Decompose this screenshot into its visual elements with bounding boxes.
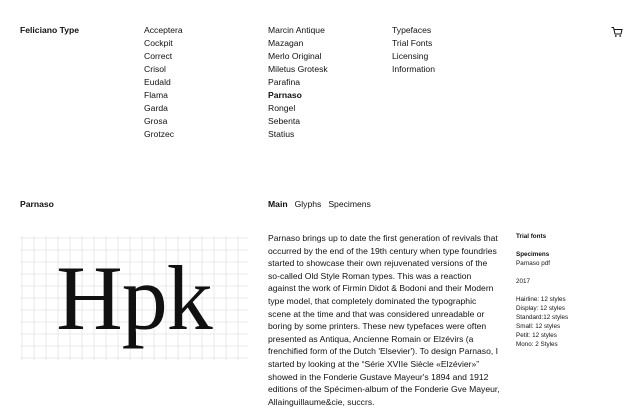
trial-fonts-link[interactable]: Trial fonts <box>516 233 547 240</box>
specimens-heading: Specimens <box>516 251 550 258</box>
nav-item-crisol[interactable]: Crisol <box>144 64 166 74</box>
nav-item-parnaso[interactable]: Parnaso <box>268 90 302 100</box>
nav-item-acceptera[interactable]: Acceptera <box>144 25 183 35</box>
nav-item-grotzec[interactable]: Grotzec <box>144 129 175 139</box>
style-count-mono: Mono: 2 Styles <box>516 341 558 348</box>
menu-typefaces[interactable]: Typefaces <box>392 25 432 35</box>
nav-item-rongel[interactable]: Rongel <box>268 103 296 113</box>
nav-item-eudald[interactable]: Eudald <box>144 77 171 87</box>
nav-item-parafina[interactable]: Parafina <box>268 77 301 87</box>
typeface-list-1 <box>144 24 183 141</box>
section-title: Parnaso <box>20 199 54 209</box>
typeface-description: Parnaso brings up to date the first generation of revivals that occurred by the end of the 19th century when type foundries started to showcase their own rejuvenated versions of the so-called Old Style Roman types. This was a reaction against the work of Firmin Didot & Bodoni and their Modern type model, that completely dominated the typographic scene at the time and that was considered unreadable or boring by some printers. These new typefaces were often presented as Antiqua, Ancienne Romain or Elzévirs (a frenchified form of the Dutch 'Elsevier'). To design Parnaso, I started by looking at the “Série XVIIe Siècle «Elzévier»” showed in the Fonderie Gustave Mayeur's 1894 and 1912 editions of the Spécimen-album of the Fonderie Gve Mayeur, Allainguillaume&cie, succrs. <box>268 233 500 407</box>
specimen-glyphs-text: Hpk <box>56 247 212 349</box>
tab-main[interactable]: Main <box>268 199 288 209</box>
nav-item-flama[interactable]: Flama <box>144 90 168 100</box>
nav-item-statius[interactable]: Statius <box>268 129 295 139</box>
release-year: 2017 <box>516 278 531 285</box>
menu-information[interactable]: Information <box>392 64 435 74</box>
specimen-pdf-link[interactable]: Parnaso pdf <box>516 260 550 267</box>
specimen-glyphs <box>20 236 248 360</box>
nav-item-correct[interactable]: Correct <box>144 51 173 61</box>
typeface-list-2 <box>268 24 328 141</box>
nav-item-mazagan[interactable]: Mazagan <box>268 38 304 48</box>
menu-trial-fonts[interactable]: Trial Fonts <box>392 38 433 48</box>
brand-logo[interactable]: Feliciano Type <box>20 25 80 35</box>
site-menu <box>392 24 435 76</box>
style-count-petit: Petit: 12 styles <box>516 332 557 339</box>
tab-glyphs[interactable]: Glyphs <box>294 199 322 209</box>
nav-item-cockpit[interactable]: Cockpit <box>144 38 173 48</box>
nav-item-miletus-grotesk[interactable]: Miletus Grotesk <box>268 64 328 74</box>
nav-item-garda[interactable]: Garda <box>144 103 168 113</box>
specimen-image <box>20 236 248 360</box>
style-count-small: Small: 12 styles <box>516 323 561 330</box>
section-tabs <box>268 198 371 211</box>
nav-item-merlo-original[interactable]: Merlo Original <box>268 51 322 61</box>
style-count-display: Display: 12 styles <box>516 305 565 312</box>
nav-item-marcin-antique[interactable]: Marcin Antique <box>268 25 325 35</box>
nav-item-sebenta[interactable]: Sebenta <box>268 116 301 126</box>
cart-icon[interactable] <box>611 25 623 37</box>
tab-specimens[interactable]: Specimens <box>328 199 371 209</box>
menu-licensing[interactable]: Licensing <box>392 51 429 61</box>
style-count-standard: Standard:12 styles <box>516 314 569 321</box>
nav-item-grosa[interactable]: Grosa <box>144 116 168 126</box>
style-count-hairline: Hairline: 12 styles <box>516 296 566 303</box>
